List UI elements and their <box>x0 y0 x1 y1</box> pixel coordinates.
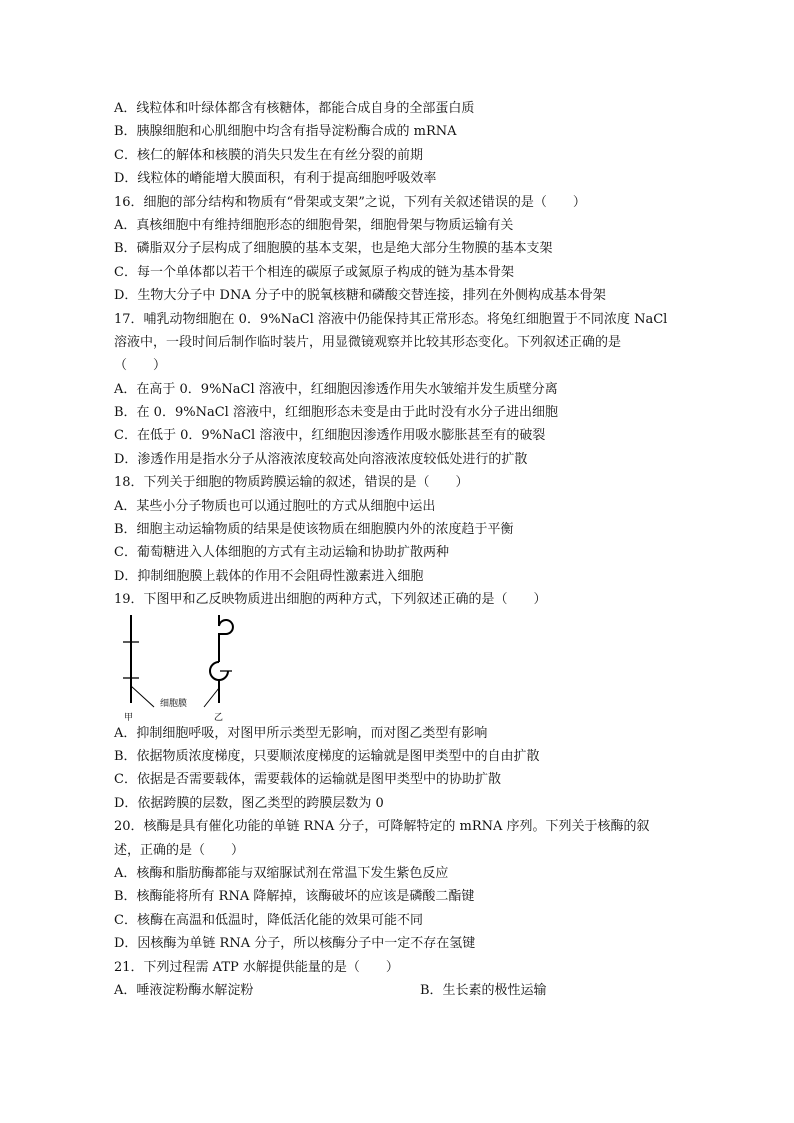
q17-stem-line-2: 溶液中，一段时间后制作临时装片，用显微镜观察并比较其形态变化。下列叙述正确的是 <box>114 334 622 350</box>
q17-stem-line-1: 17．哺乳动物细胞在 0．9%NaCl 溶液中仍能保持其正常形态。将兔红细胞置于不同浓度 NaCl <box>114 311 668 327</box>
membrane-b-mid <box>219 634 226 662</box>
q18-option-b: B．细胞主动运输物质的结果是使该物质在细胞膜内外的浓度趋于平衡 <box>114 522 514 538</box>
q17-stem-line-3: （ ） <box>114 358 167 374</box>
q19-option-d: D．依据跨膜的层数，图乙类型的跨膜层数为 0 <box>114 795 384 811</box>
q19-option-c: C．依据是否需要载体，需要载体的运输就是图甲类型中的协助扩散 <box>114 772 501 788</box>
q21-options-row <box>114 979 754 1002</box>
membrane-label: 细胞膜 <box>160 698 188 709</box>
q17-option-a: A．在高于 0．9%NaCl 溶液中，红细胞因渗透作用失水皱缩并发生质壁分离 <box>114 381 558 397</box>
q16-option-c: C．每一个单体都以若干个相连的碳原子或氮原子构成的链为基本骨架 <box>114 264 514 280</box>
q16-option-d: D．生物大分子中 DNA 分子中的脱氧核糖和磷酸交替连接，排列在外侧构成基本骨架 <box>114 288 606 304</box>
q20-option-d: D．因核酶为单链 RNA 分子，所以核酶分子中一定不存在氢键 <box>114 936 476 952</box>
q21-option-b: B．生长素的极性运输 <box>420 982 547 998</box>
q15-option-c: C．核仁的解体和核膜的消失只发生在有丝分裂的前期 <box>114 147 423 163</box>
q17-option-b: B．在 0．9%NaCl 溶液中，红细胞形态未变是由于此时没有水分子进出细胞 <box>114 405 558 421</box>
q18-stem: 18．下列关于细胞的物质跨膜运输的叙述，错误的是（ ） <box>114 475 469 491</box>
q20-option-b: B．核酶能将所有 RNA 降解掉，该酶破坏的应该是磷酸二酯键 <box>114 889 475 905</box>
q21-stem: 21．下列过程需 ATP 水解提供能量的是（ ） <box>114 959 399 975</box>
q16-stem: 16．细胞的部分结构和物质有“骨架或支架”之说，下列有关叙述错误的是（ ） <box>114 194 586 210</box>
q16-option-a: A．真核细胞中有维持细胞形态的细胞骨架，细胞骨架与物质运输有关 <box>114 217 514 233</box>
connector-left <box>131 686 154 707</box>
q20-option-c: C．核酶在高温和低温时，降低活化能的效果可能不同 <box>114 912 423 928</box>
exam-page <box>114 97 754 1002</box>
label-a: 甲 <box>124 712 134 722</box>
q15-option-d: D．线粒体的嵴能增大膜面积，有利于提高细胞呼吸效率 <box>114 171 437 187</box>
q18-option-c: C．葡萄糖进入人体细胞的方式有主动运输和协助扩散两种 <box>114 545 449 561</box>
q20-stem-line-2: 述，正确的是（ ） <box>114 842 245 858</box>
q19-option-b: B．依据物质浓度梯度，只要顺浓度梯度的运输就是图甲类型中的自由扩散 <box>114 748 540 764</box>
q19-stem: 19．下图甲和乙反映物质进出细胞的两种方式，下列叙述正确的是（ ） <box>114 592 547 608</box>
q20-option-a: A．核酶和脂肪酶都能与双缩脲试剂在常温下发生紫色反应 <box>114 865 449 881</box>
q18-option-a: A．某些小分子物质也可以通过胞吐的方式从细胞中运出 <box>114 498 436 514</box>
connector-right <box>204 688 219 707</box>
vesicle-b-top <box>219 620 233 634</box>
label-b: 乙 <box>214 712 224 722</box>
transport-figure <box>114 612 754 722</box>
q21-option-a: A．唾液淀粉酶水解淀粉 <box>114 982 254 998</box>
q16-option-b: B．磷脂双分子层构成了细胞膜的基本支架，也是绝大部分生物膜的基本支架 <box>114 241 553 257</box>
transport-diagram <box>114 612 274 722</box>
q17-option-d: D．渗透作用是指水分子从溶液浓度较高处向溶液浓度较低处进行的扩散 <box>114 451 528 467</box>
q15-option-a: A．线粒体和叶绿体都含有核糖体，都能合成自身的全部蛋白质 <box>114 101 475 116</box>
q17-option-c: C．在低于 0．9%NaCl 溶液中，红细胞因渗透作用吸水膨胀甚至有的破裂 <box>114 428 546 444</box>
q18-option-d: D．抑制细胞膜上载体的作用不会阻碍性激素进入细胞 <box>114 568 424 584</box>
q19-option-a: A．抑制细胞呼吸，对图甲所示类型无影响，而对图乙类型有影响 <box>114 725 488 741</box>
q20-stem-line-1: 20．核酶是具有催化功能的单链 RNA 分子，可降解特定的 mRNA 序列。下列关于核酶的叙 <box>114 819 650 835</box>
q15-option-b: B．胰腺细胞和心肌细胞中均含有指导淀粉酶合成的 mRNA <box>114 124 457 140</box>
